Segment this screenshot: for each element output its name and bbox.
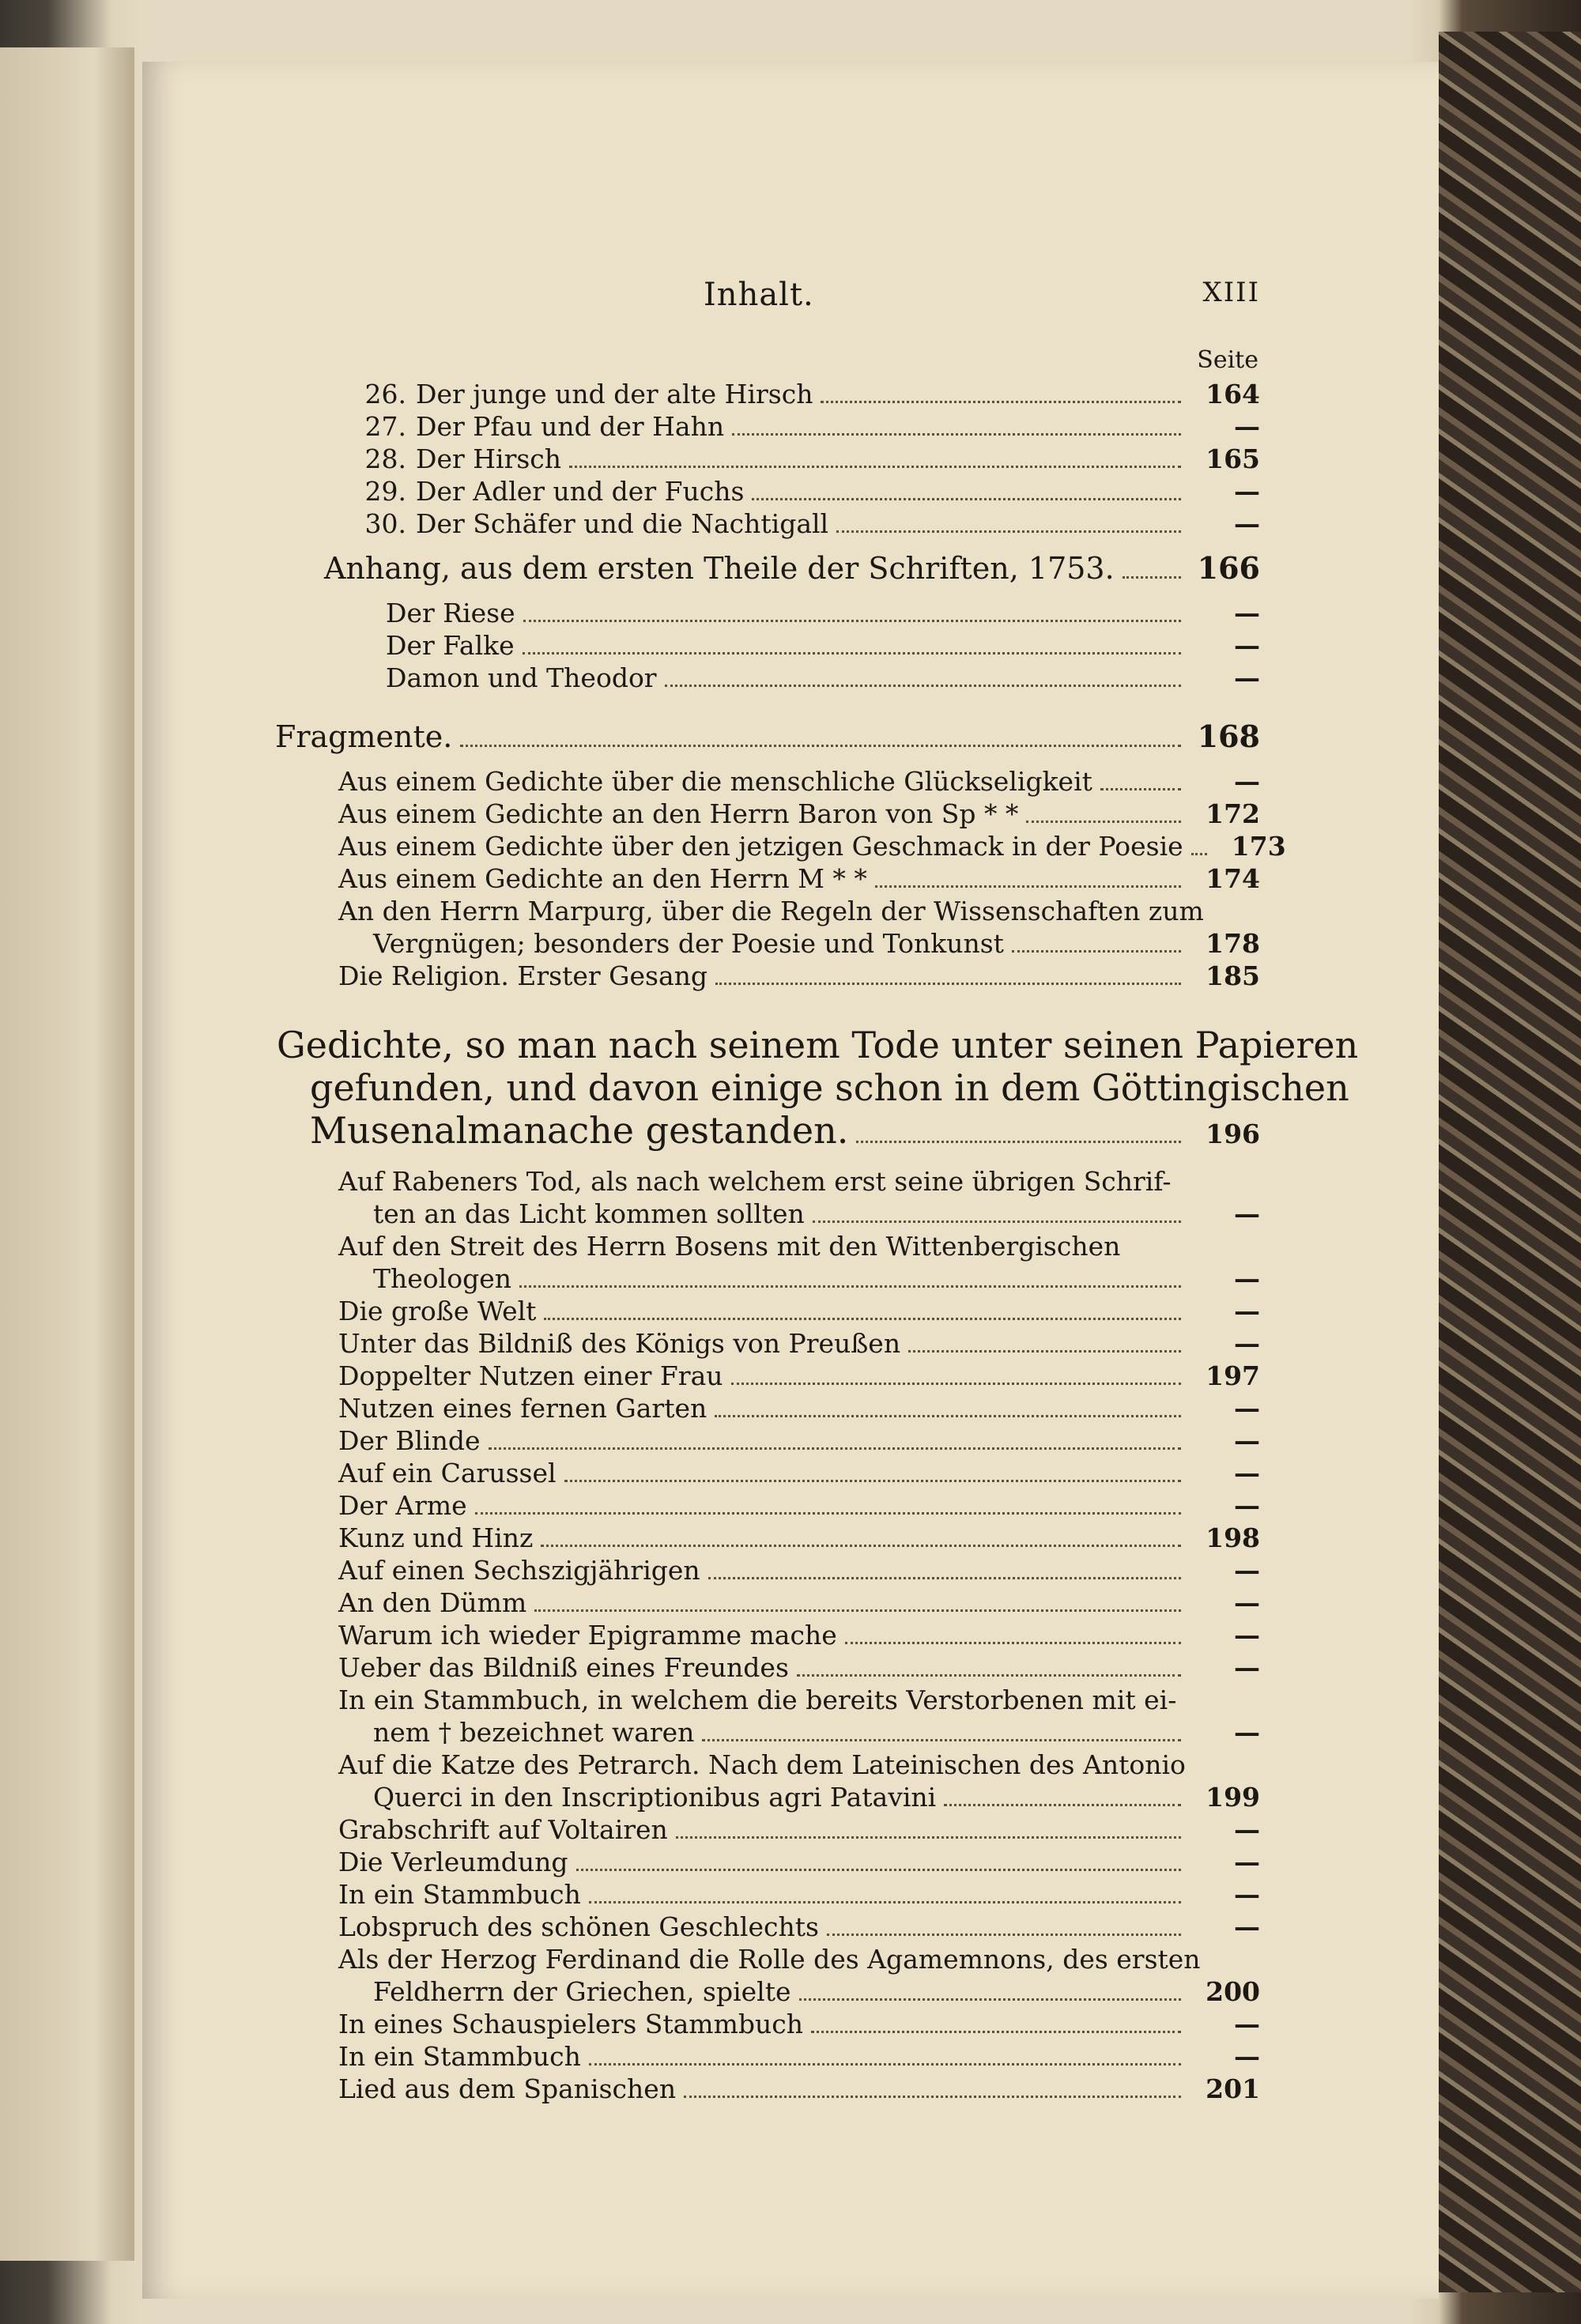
entry-title: Grabschrift auf Voltairen [338,1814,668,1845]
toc-entry [142,1846,1439,1878]
toc-entry [142,1749,1439,1781]
entry-title: Auf den Streit des Herrn Bosens mit den Wittenbergischen [338,1231,1121,1262]
entry-page: 178 [1206,928,1260,959]
entry-title: Der junge und der alte Hirsch [416,379,813,409]
entry-title: In ein Stammbuch, in welchem die bereits Verstorbenen mit ei- [338,1685,1177,1715]
toc-entry [142,1586,1439,1619]
entry-title: Aus einem Gedichte über die menschliche Glückseligkeit [338,766,1092,797]
section-title-line-1: Gedichte, so man nach seinem Tode unter seinen Papieren [277,1024,1359,1066]
entry-title: Der Hirsch [416,443,562,474]
leader-dots [589,1901,1181,1903]
leader-dots [569,466,1181,468]
entry-page: — [1234,1652,1260,1683]
entry-page: — [1234,1620,1260,1651]
toc-entry [142,1554,1439,1586]
toc-entry-continuation [142,1781,1439,1813]
page-column-label: Seite [1197,346,1258,374]
entry-page: 199 [1206,1782,1260,1813]
leader-dots [523,620,1181,622]
entry-title: Unter das Bildniß des Königs von Preußen [338,1328,901,1359]
entry-title: Vergnügen; besonders der Poesie und Tonkunst [373,928,1004,959]
running-header [142,277,1439,324]
leader-dots [875,885,1181,888]
entry-page: — [1234,1198,1260,1229]
entry-title: An den Dümm [338,1587,527,1618]
toc-entry-continuation [142,1262,1439,1295]
entry-title: Damon und Theodor [386,662,657,693]
toc-entry [142,1813,1439,1846]
entry-title: Warum ich wieder Epigramme mache [338,1620,837,1651]
entry-page: — [1234,630,1260,661]
toc-entry-continuation [142,1716,1439,1749]
section-title-line-3: Musenalmanache gestanden. [310,1109,849,1152]
leader-dots [534,1609,1181,1612]
toc-entry [142,1911,1439,1943]
leader-dots [708,1577,1181,1579]
page-number: XIII [1202,277,1260,308]
entry-title: In eines Schauspielers Stammbuch [338,2009,804,2039]
entry-title: Aus einem Gedichte an den Herrn M * * [338,863,867,894]
leader-dots [564,1480,1181,1482]
toc-section-anhang [142,549,1439,587]
toc-entry [142,1619,1439,1651]
leader-dots [1012,950,1181,953]
entry-page: — [1234,1717,1260,1748]
entry-page: — [1234,1911,1260,1942]
entry-page: 164 [1206,379,1260,409]
entry-title: Lied aus dem Spanischen [338,2073,677,2104]
entry-title: Auf die Katze des Petrarch. Nach dem Lateinischen des Antonio [338,1749,1186,1780]
leader-dots [676,1836,1181,1839]
entry-page: — [1234,1879,1260,1910]
leader-dots [519,1285,1181,1288]
entry-page: — [1234,662,1260,693]
entry-title: Theologen [373,1263,511,1294]
entry-page: — [1234,1425,1260,1456]
toc-entry [142,443,1439,475]
toc-entry [142,798,1439,830]
leader-dots [523,652,1181,655]
leader-dots [1123,576,1181,579]
toc-entry [142,862,1439,895]
toc-entry [142,1392,1439,1424]
toc-entry [142,507,1439,540]
entry-page: — [1234,1393,1260,1424]
leader-dots [856,1141,1181,1143]
leader-dots [684,2096,1181,2098]
entry-page: 172 [1206,798,1260,829]
leader-dots [821,401,1181,403]
entry-page: — [1234,1555,1260,1586]
entry-title: Doppelter Nutzen einer Frau [338,1360,723,1391]
toc-entry [142,1943,1439,1975]
entry-page: — [1234,476,1260,507]
entry-page: — [1234,2009,1260,2039]
entry-page: — [1234,766,1260,797]
entry-title: Querci in den Inscriptionibus agri Patavini [373,1782,937,1813]
toc-entry [142,1230,1439,1262]
toc-entry [142,1165,1439,1198]
leader-dots [589,2063,1181,2066]
toc-entry [142,662,1439,694]
toc-entry [142,765,1439,798]
entry-title: Der Blinde [338,1425,481,1456]
entry-page: 198 [1206,1522,1260,1553]
entry-number: 29. [364,476,406,507]
entry-number: 27. [364,411,406,442]
entry-title: Ueber das Bildniß eines Freundes [338,1652,789,1683]
toc-entry [142,475,1439,507]
toc-entry [142,960,1439,992]
entry-title: Auf Rabeners Tod, als nach welchem erst seine übrigen Schrif- [338,1166,1172,1197]
toc-entry-continuation [142,927,1439,960]
leader-dots [1100,788,1181,790]
toc-entry [142,1651,1439,1684]
entry-page: — [1234,1263,1260,1294]
leader-dots [1191,853,1207,855]
leader-dots [811,2031,1181,2033]
entry-page: — [1234,1296,1260,1326]
entry-page: 197 [1206,1360,1260,1391]
toc-entry [142,629,1439,662]
entry-title: Die Verleumdung [338,1847,568,1877]
leader-dots [541,1545,1181,1547]
toc-section-gedichte-cont [142,1109,1439,1156]
entry-title: Der Arme [338,1490,467,1521]
entry-title: Die große Welt [338,1296,537,1326]
entry-title: In ein Stammbuch [338,1879,581,1910]
leader-dots [460,745,1181,747]
toc-section-fragmente [142,718,1439,756]
toc-entry [142,378,1439,410]
toc-entry [142,2040,1439,2073]
leader-dots [827,1934,1181,1936]
toc-entry [142,597,1439,629]
toc-entry [142,1684,1439,1716]
entry-title: Der Falke [386,630,515,661]
section-title-line-2: gefunden, und davon einige schon in dem Göttingischen [310,1066,1349,1109]
leader-dots [732,433,1181,436]
entry-page: 185 [1206,960,1260,991]
leader-dots [908,1350,1181,1353]
entry-title: An den Herrn Marpurg, über die Regeln der Wissenschaften zum [338,896,1204,926]
entry-page: 200 [1206,1976,1260,2007]
entry-page: 173 [1231,831,1286,862]
leader-dots [731,1383,1182,1385]
entry-title: Der Adler und der Fuchs [416,476,745,507]
leader-dots [1026,821,1181,823]
page-title: Inhalt. [704,277,814,313]
entry-page: — [1234,1328,1260,1359]
leader-dots [544,1318,1181,1320]
toc-section-gedichte-cont [142,1066,1439,1109]
leader-dots [665,685,1181,687]
entry-title: Feldherrn der Griechen, spielte [373,1976,791,2007]
entry-page: 165 [1206,443,1260,474]
leader-dots [702,1739,1181,1741]
toc-section-gedichte [142,1024,1439,1066]
entry-number: 26. [364,379,406,409]
contents-page [142,62,1439,2299]
facing-page-edge [0,47,134,2261]
toc-entry [142,1295,1439,1327]
toc-entry [142,1522,1439,1554]
leader-dots [715,1415,1181,1417]
entry-page: — [1234,1847,1260,1877]
entry-title: Kunz und Hinz [338,1522,534,1553]
entry-page: — [1234,598,1260,628]
toc-entry [142,1360,1439,1392]
toc-entry [142,2008,1439,2040]
entry-page: — [1234,1490,1260,1521]
entry-title: Die Religion. Erster Gesang [338,960,708,991]
toc-entry [142,2073,1439,2105]
table-of-contents [142,378,1439,2105]
toc-entry [142,1489,1439,1522]
entry-title: ten an das Licht kommen sollten [373,1198,805,1229]
leader-dots [845,1642,1181,1644]
entry-number: 30. [364,508,406,539]
entry-title: Der Schäfer und die Nachtigall [416,508,829,539]
leader-dots [475,1512,1181,1515]
numbered-list [142,378,1439,540]
entry-title: Auf ein Carussel [338,1458,557,1488]
toc-entry [142,1457,1439,1489]
leader-dots [576,1869,1181,1871]
leader-dots [944,1804,1181,1806]
section-page: 166 [1197,550,1260,586]
section-page: 196 [1206,1119,1260,1149]
entry-page: 174 [1206,863,1260,894]
marbled-cover-edge [1439,32,1581,2292]
toc-entry [142,1878,1439,1911]
entry-page: — [1234,1458,1260,1488]
toc-entry [142,895,1439,927]
section-title: Anhang, aus dem ersten Theile der Schriften, 1753. [324,551,1115,586]
entry-page: — [1234,411,1260,442]
entry-title: nem † bezeichnet waren [373,1717,695,1748]
entry-title: Lobspruch des schönen Geschlechts [338,1911,819,1942]
toc-entry-continuation [142,1975,1439,2008]
entry-title: Auf einen Sechszigjährigen [338,1555,700,1586]
entry-page: — [1234,1814,1260,1845]
leader-dots [836,530,1181,533]
entry-page: — [1234,2041,1260,2072]
entry-title: Der Pfau und der Hahn [416,411,725,442]
toc-entry [142,830,1439,862]
entry-title: Aus einem Gedichte über den jetzigen Geschmack in der Poesie [338,831,1183,862]
entry-title: In ein Stammbuch [338,2041,581,2072]
entry-page: 201 [1206,2073,1260,2104]
leader-dots [799,1998,1182,2001]
toc-entry [142,1327,1439,1360]
leader-dots [489,1447,1181,1450]
toc-entry-continuation [142,1198,1439,1230]
leader-dots [797,1674,1181,1677]
leader-dots [813,1220,1181,1223]
entry-title: Aus einem Gedichte an den Herrn Baron von Sp * * [338,798,1019,829]
toc-entry [142,410,1439,443]
toc-entry [142,1424,1439,1457]
leader-dots [715,983,1181,985]
section-title: Fragmente. [275,719,453,754]
entry-title: Der Riese [386,598,515,628]
section-page: 168 [1197,719,1260,754]
entry-number: 28. [364,443,406,474]
leader-dots [752,498,1181,500]
entry-page: — [1234,1587,1260,1618]
entry-title: Nutzen eines fernen Garten [338,1393,707,1424]
entry-title: Als der Herzog Ferdinand die Rolle des Agamemnons, des ersten [338,1944,1201,1975]
entry-page: — [1234,508,1260,539]
